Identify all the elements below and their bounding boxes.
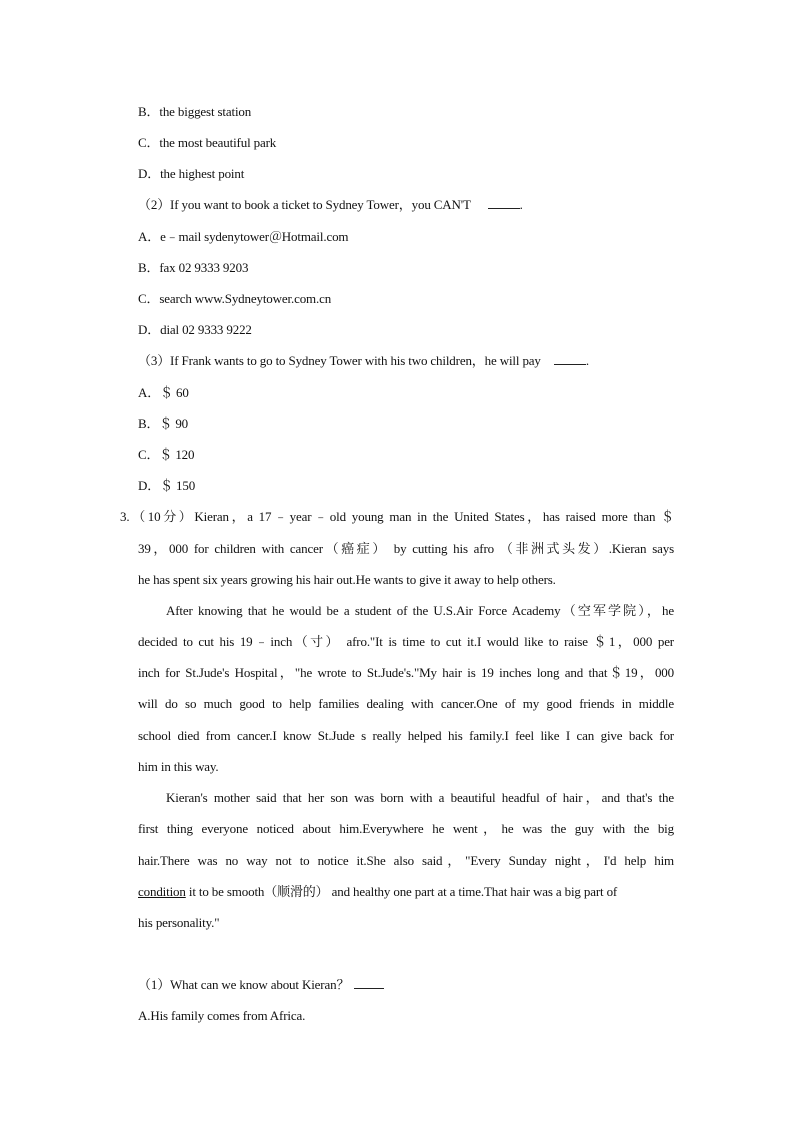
passage-line-14: his personality." [138, 915, 220, 930]
passage-line-12: hair.There was no way not to notice it.She also said，"Every Sunday night，I'd help him [138, 853, 674, 868]
option-d: D．the highest point [138, 166, 245, 181]
sub3-option-b: B．＄ 90 [138, 416, 189, 431]
answer-blank [488, 197, 520, 209]
passage-line-11: first thing everyone noticed about him.Everywhere he went，he was the guy with the big [138, 821, 674, 836]
sub-question-3: （3）If Frank wants to go to Sydney Tower with his two children，he will pay . [138, 353, 589, 368]
passage-line-3: he has spent six years growing his hair out.He wants to give it away to help others. [138, 572, 556, 587]
sub3-option-c: C．＄ 120 [138, 447, 195, 462]
q3-sub1-option-a: A.His family comes from Africa. [138, 1008, 306, 1023]
answer-blank [554, 353, 586, 365]
passage-line-10: Kieran's mother said that her son was born with a beautiful headful of hair，and that's the [166, 790, 674, 805]
sub2-option-a: A．e﹣mail sydenytower＠Hotmail.com [138, 229, 349, 244]
passage-line-2: 39，000 for children with cancer（癌症） by cutting his afro （非洲式头发）.Kieran says [138, 541, 674, 556]
passage-line-8: school died from cancer.I know St.Jude s really helped his family.I feel like I can give back for [138, 728, 674, 743]
sub3-option-d: D．＄ 150 [138, 478, 196, 493]
underlined-word: condition [138, 884, 186, 899]
passage-line-9: him in this way. [138, 759, 219, 774]
option-b: B．the biggest station [138, 104, 252, 119]
sub3-option-a: A．＄ 60 [138, 385, 189, 400]
answer-blank [354, 977, 384, 989]
sub-question-2-text: （2）If you want to book a ticket to Sydney Tower，you CAN'T [138, 197, 471, 212]
passage-line-5: decided to cut his 19﹣inch（寸） afro."It is time to cut it.I would like to raise ＄1，000 per [138, 634, 674, 649]
sub2-option-c: C．search www.Sydneytower.com.cn [138, 291, 332, 306]
passage-line-4: After knowing that he would be a student of the U.S.Air Force Academy（空军学院），he [166, 603, 674, 618]
option-c: C．the most beautiful park [138, 135, 277, 150]
sub-question-2: （2）If you want to book a ticket to Sydney Tower，you CAN'T . [138, 197, 523, 212]
passage-line-6: inch for St.Jude's Hospital，"he wrote to St.Jude's."My hair is 19 inches long and that＄19，000 [138, 665, 674, 680]
sub2-option-b: B．fax 02 9333 9203 [138, 260, 249, 275]
passage-line-13: condition it to be smooth（顺滑的） and healthy one part at a time.That hair was a big part of [138, 884, 618, 899]
sub2-option-d: D．dial 02 9333 9222 [138, 322, 252, 337]
passage-line-1: 3.（10分）Kieran，a 17﹣year﹣old young man in the United States，has raised more than ＄ [120, 509, 674, 524]
sub-question-3-text: （3）If Frank wants to go to Sydney Tower with his two children，he will pay [138, 353, 541, 368]
q3-sub-question-1-text: （1）What can we know about Kieran？ [138, 977, 350, 992]
passage-line-7: will do so much good to help families dealing with cancer.One of my good friends in middle [138, 696, 674, 711]
q3-sub-question-1 [138, 977, 384, 993]
